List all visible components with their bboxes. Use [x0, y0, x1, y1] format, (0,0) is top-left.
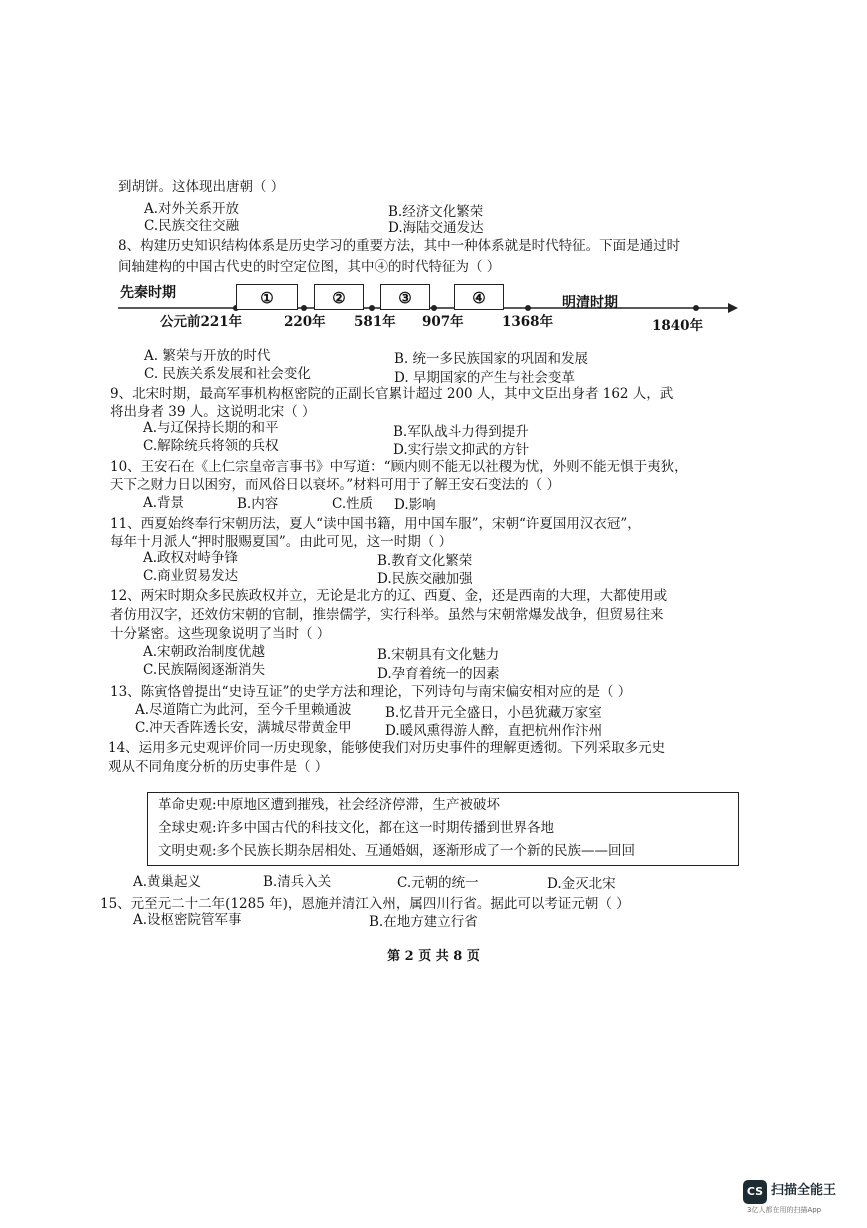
q8-option-a: A. 繁荣与开放的时代: [144, 348, 271, 364]
q12-option-c: C.民族隔阂逐渐消失: [143, 662, 266, 678]
camscanner-tagline: 3亿人都在用的扫描App: [747, 1206, 822, 1214]
q10-option-d: D.影响: [394, 497, 436, 513]
q8-timeline: [118, 282, 738, 342]
q13-option-b: B.忆昔开元全盛日，小邑犹藏万家室: [385, 705, 602, 721]
timeline-box-4: ④: [454, 284, 504, 310]
q12-stem-line1: 12、两宋时期众多民族政权并立，无论是北方的辽、西夏、金，还是西南的大理，大都使用或: [110, 588, 668, 604]
q7-option-b: B.经济文化繁荣: [388, 204, 484, 220]
camscanner-name: 扫描全能王: [771, 1183, 837, 1198]
q12-option-a: A.宋朝政治制度优越: [143, 644, 266, 660]
q14-material-box: [147, 792, 739, 866]
timeline-year: 公元前221年: [160, 314, 243, 330]
q11-option-b: B.教育文化繁荣: [377, 553, 473, 569]
q15-option-a: A.设枢密院管军事: [133, 912, 242, 928]
q14-option-a: A.黄巢起义: [133, 874, 202, 890]
q14-option-c: C.元朝的统一: [397, 875, 479, 891]
q14-quote-global: 全球史观:许多中国古代的科技文化，都在这一时期传播到世界各地: [158, 820, 555, 836]
q14-quote-civilization: 文明史观:多个民族长期杂居相处、互通婚姻，逐渐形成了一个新的民族——回回: [158, 843, 636, 859]
q10-stem-line1: 10、王安石在《上仁宗皇帝言事书》中写道：“顾内则不能无以社稷为忧，外则不能无惧于夷狄，: [110, 459, 688, 475]
q9-option-a: A.与辽保持长期的和平: [143, 420, 279, 436]
q11-option-a: A.政权对峙争锋: [143, 550, 239, 566]
q14-stem-line2: 观从不同角度分析的历史事件是（ ）: [108, 759, 329, 775]
q9-stem-line1: 9、北宋时期，最高军事机构枢密院的正副长官累计超过 200 人，其中文臣出身者 162 人，武: [110, 386, 674, 402]
timeline-year: 1368年: [502, 314, 554, 330]
q13-stem: 13、陈寅恪曾提出“史诗互证”的史学方法和理论，下列诗句与南宋偏安相对应的是（ ）: [110, 684, 632, 700]
timeline-year: 907年: [422, 314, 464, 330]
q14-quote-revolution: 革命史观:中原地区遭到摧残，社会经济停滞，生产被破坏: [158, 797, 501, 813]
q13-option-c: C.冲天香阵透长安，满城尽带黄金甲: [135, 720, 352, 736]
q10-option-a: A.背景: [143, 495, 185, 511]
page-number: 第 2 页 共 8 页: [387, 949, 480, 964]
q12-option-d: D.孕育着统一的因素: [377, 666, 500, 682]
q9-stem-line2: 将出身者 39 人。这说明北宋（ ）: [110, 404, 316, 420]
q8-stem-line2: 间轴建构的中国古代史的时空定位图，其中④的时代特征为（ ）: [118, 259, 501, 275]
q7-option-d: D.海陆交通发达: [388, 220, 484, 236]
timeline-left-label: 先秦时期: [120, 285, 176, 301]
q9-option-d: D.实行崇文抑武的方针: [393, 442, 530, 458]
camscanner-logo-icon: CS: [743, 1180, 767, 1204]
q7-stem-tail: 到胡饼。这体现出唐朝（ ）: [118, 179, 285, 195]
q7-option-c: C.民族交往交融: [144, 218, 240, 234]
q12-stem-line3: 十分紧密。这些现象说明了当时（ ）: [110, 626, 331, 642]
q10-stem-line2: 天下之财力日以困穷，而风俗日以衰坏。”材料可用于了解王安石变法的（ ）: [110, 477, 560, 493]
q11-option-c: C.商业贸易发达: [143, 568, 239, 584]
q10-option-c: C.性质: [332, 496, 374, 512]
q8-option-c: C. 民族关系发展和社会变化: [144, 366, 311, 382]
timeline-box-1: ①: [236, 284, 298, 310]
q9-option-b: B.军队战斗力得到提升: [393, 424, 529, 440]
q15-option-b: B.在地方建立行省: [369, 914, 478, 930]
q12-option-b: B.宋朝具有文化魅力: [377, 647, 500, 663]
q10-option-b: B.内容: [237, 496, 279, 512]
q13-option-d: D.暖风熏得游人醉，直把杭州作汴州: [385, 723, 603, 739]
timeline-year: 1840年: [652, 318, 704, 334]
q11-stem-line1: 11、西夏始终奉行宋朝历法，夏人“读中国书籍，用中国车服”，宋朝“许夏国用汉衣冠”，: [110, 516, 641, 532]
q9-option-c: C.解除统兵将领的兵权: [143, 438, 279, 454]
q12-stem-line2: 者仿用汉字，还效仿宋朝的官制，推崇儒学，实行科举。虽然与宋朝常爆发战争，但贸易往来: [110, 607, 664, 623]
q14-stem-line1: 14、运用多元史观评价同一历史现象，能够使我们对历史事件的理解更透彻。下列采取多元史: [108, 740, 666, 756]
timeline-year: 220年: [284, 314, 326, 330]
timeline-box-3: ③: [380, 284, 430, 310]
q15-stem: 15、元至元二十二年(1285 年)，恩施并清江入州，属四川行省。据此可以考证元朝（ ）: [100, 896, 630, 912]
timeline-right-label: 明清时期: [562, 295, 618, 311]
scanner-watermark: [743, 1178, 853, 1218]
q8-stem-line1: 8、构建历史知识结构体系是历史学习的重要方法，其中一种体系就是时代特征。下面是通过时: [118, 238, 681, 254]
timeline-box-2: ②: [314, 284, 364, 310]
q14-option-d: D.金灭北宋: [547, 876, 616, 892]
timeline-year: 581年: [354, 314, 396, 330]
q8-option-b: B. 统一多民族国家的巩固和发展: [394, 351, 589, 367]
q11-option-d: D.民族交融加强: [377, 571, 473, 587]
q11-stem-line2: 每年十月派人“押时服赐夏国”。由此可见，这一时期（ ）: [110, 534, 453, 550]
q8-option-d: D. 早期国家的产生与社会变革: [394, 370, 575, 386]
q7-option-a: A.对外关系开放: [144, 201, 240, 217]
q13-option-a: A.尽道隋亡为此河，至今千里赖通波: [135, 702, 352, 718]
q14-option-b: B.清兵入关: [263, 874, 332, 890]
